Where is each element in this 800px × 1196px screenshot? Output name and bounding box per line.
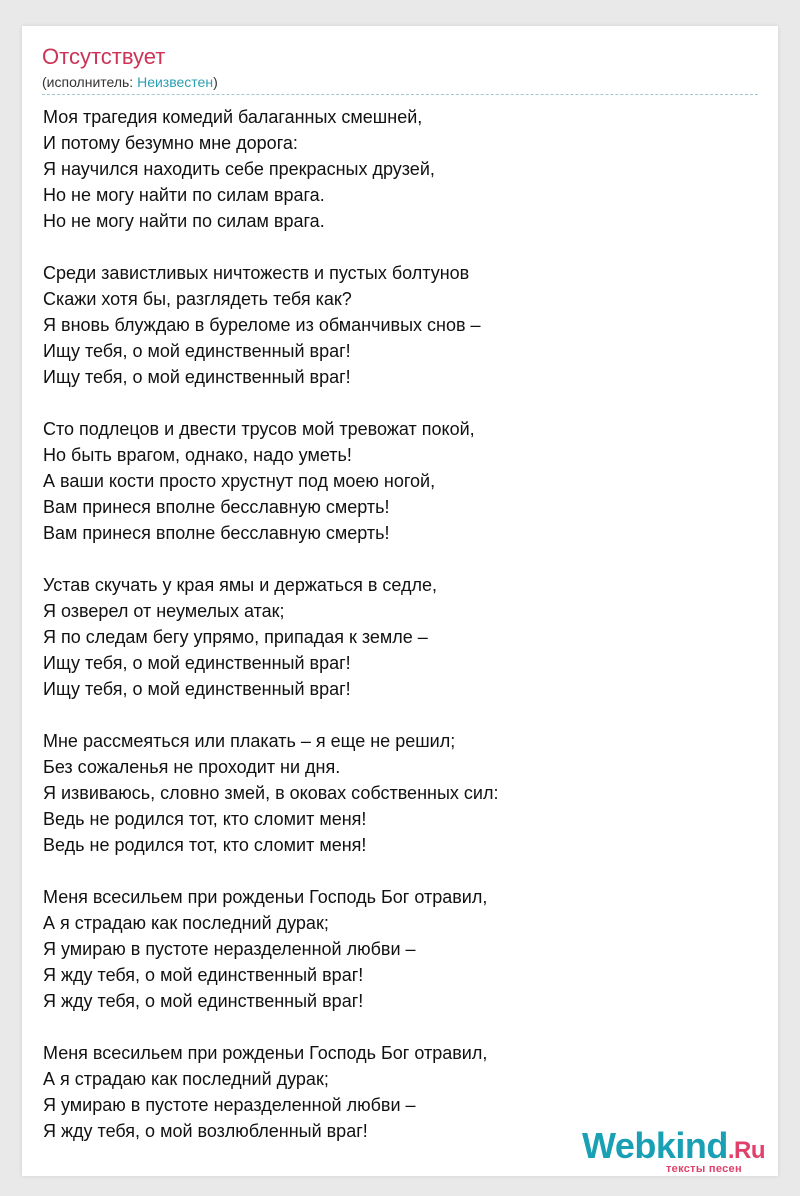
lyric-line: А я страдаю как последний дурак; xyxy=(43,1069,329,1089)
lyric-line: Ведь не родился тот, кто сломит меня! xyxy=(43,835,367,855)
lyric-line: Я озверел от неумелых атак; xyxy=(43,601,285,621)
lyric-line: Я умираю в пустоте неразделенной любви – xyxy=(43,1095,416,1115)
lyric-line: Я жду тебя, о мой единственный враг! xyxy=(43,991,364,1011)
lyric-line: Ищу тебя, о мой единственный враг! xyxy=(43,341,351,361)
logo-tld: .Ru xyxy=(727,1137,766,1164)
logo-brand: Webkind xyxy=(582,1125,728,1166)
artist-prefix: (исполнитель: xyxy=(42,74,138,90)
lyric-line: Ведь не родился тот, кто сломит меня! xyxy=(43,809,367,829)
stanza-6 xyxy=(43,884,759,1014)
stanza-3 xyxy=(43,416,759,546)
lyric-line: Вам принеся вполне бесславную смерть! xyxy=(43,523,390,543)
webkind-logo xyxy=(582,1126,772,1176)
lyric-line: Устав скучать у края ямы и держаться в седле, xyxy=(43,575,438,595)
lyric-line: Я научился находить себе прекрасных друзей, xyxy=(43,159,435,179)
lyric-line: А ваши кости просто хрустнут под моею ногой, xyxy=(43,471,436,491)
lyric-line: Ищу тебя, о мой единственный враг! xyxy=(43,653,351,673)
lyric-line: Я извиваюсь, словно змей, в оковах собственных сил: xyxy=(43,783,499,803)
lyric-line: Я жду тебя, о мой единственный враг! xyxy=(43,965,364,985)
artist-line xyxy=(42,73,218,91)
stanza-2 xyxy=(43,260,759,390)
lyric-line: И потому безумно мне дорога: xyxy=(43,133,298,153)
song-title: Отсутствует xyxy=(42,44,166,69)
lyric-line: Среди завистливых ничтожеств и пустых болтунов xyxy=(43,263,470,283)
header-divider xyxy=(42,94,758,95)
artist-suffix: ) xyxy=(213,74,218,90)
lyric-line: Но быть врагом, однако, надо уметь! xyxy=(43,445,352,465)
lyric-line: Без сожаленья не проходит ни дня. xyxy=(43,757,341,777)
logo-tagline: тексты песен xyxy=(666,1163,742,1175)
lyric-line: Но не могу найти по силам врага. xyxy=(43,211,325,231)
lyrics-text xyxy=(43,104,759,1170)
stanza-1 xyxy=(43,104,759,234)
lyric-line: Сто подлецов и двести трусов мой тревожат покой, xyxy=(43,419,475,439)
lyric-line: Но не могу найти по силам врага. xyxy=(43,185,325,205)
lyric-line: Меня всесильем при рожденьи Господь Бог отравил, xyxy=(43,887,488,907)
lyrics-card xyxy=(22,26,778,1176)
lyric-line: Ищу тебя, о мой единственный враг! xyxy=(43,367,351,387)
lyric-line: Меня всесильем при рожденьи Господь Бог отравил, xyxy=(43,1043,488,1063)
lyric-line: Я жду тебя, о мой возлюбленный враг! xyxy=(43,1121,368,1141)
lyric-line: Я умираю в пустоте неразделенной любви – xyxy=(43,939,416,959)
lyric-line: Я вновь блуждаю в буреломе из обманчивых снов – xyxy=(43,315,481,335)
lyric-line: Моя трагедия комедий балаганных смешней, xyxy=(43,107,423,127)
lyric-line: А я страдаю как последний дурак; xyxy=(43,913,329,933)
lyric-line: Вам принеся вполне бесславную смерть! xyxy=(43,497,390,517)
lyric-line: Ищу тебя, о мой единственный враг! xyxy=(43,679,351,699)
stanza-4 xyxy=(43,572,759,702)
lyric-line: Мне рассмеяться или плакать – я еще не решил; xyxy=(43,731,456,751)
lyric-line: Скажи хотя бы, разглядеть тебя как? xyxy=(43,289,352,309)
lyric-line: Я по следам бегу упрямо, припадая к земле – xyxy=(43,627,428,647)
stanza-5 xyxy=(43,728,759,858)
artist-link[interactable]: Неизвестен xyxy=(137,74,214,90)
